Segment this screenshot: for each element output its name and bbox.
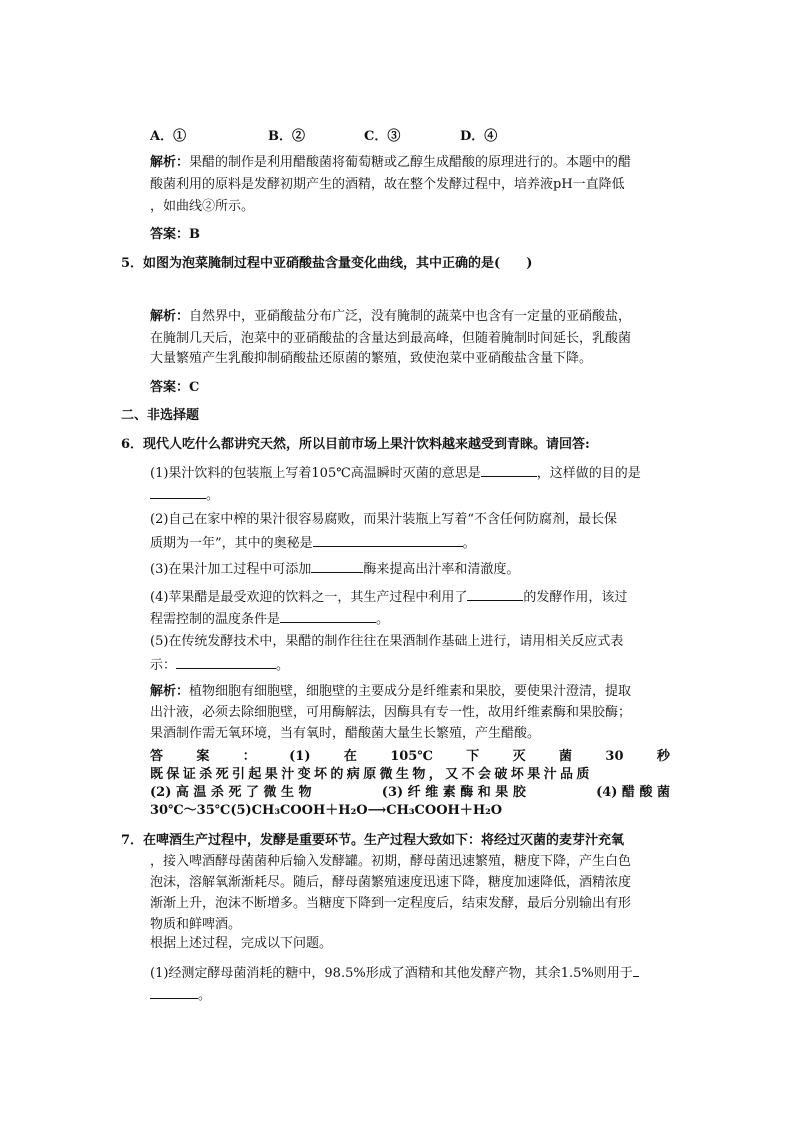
q5-analysis-line: 在腌制几天后，泡菜中的亚硝酸盐的含量达到最高峰，但随着腌制时间延长，乳酸菌 — [150, 331, 632, 346]
q6-analysis-line: 果酒制作需无氧环境，当有氧时，醋酸菌大量生长繁殖，产生醋酸。 — [150, 726, 541, 741]
q6-analysis-line: 出汁液，必须去除细胞壁，可用酶解法，因酶具有专一性，故用纤维素酶和果胶酶； — [150, 705, 632, 720]
q7-stem-line: 渐渐上升，泡沫不断增多。当糖度下降到一定程度后，结束发酵，最后分别输出有形 — [150, 896, 632, 911]
q6-part3: (3)在果汁加工过程中可添加 酶来提高出汁率和清澈度。 — [150, 562, 520, 577]
answer-blank[interactable] — [311, 560, 363, 573]
option-b: B．② — [268, 129, 305, 144]
answer-blank[interactable] — [313, 534, 463, 547]
analysis-label: 解析： — [150, 684, 190, 699]
answer-blank[interactable] — [481, 464, 537, 477]
answer-blank[interactable] — [176, 656, 276, 669]
q6-answer-line: 答 案 ： (1) 在 105℃ 下 灭 菌 30 秒 — [150, 749, 670, 764]
q6-part5-cont: 示： 。 — [150, 658, 290, 673]
q7-part1-cont: 。 — [150, 986, 211, 1004]
answer-blank[interactable] — [150, 986, 198, 999]
q6-part5: (5)在传统发酵技术中，果醋的制作往往在果酒制作基础上进行，请用相关反应式表 — [150, 634, 624, 649]
option-d: D．④ — [460, 129, 498, 144]
q4-answer: 答案：B — [150, 227, 200, 242]
q6-part1: (1)果汁饮料的包装瓶上写着105℃高温瞬时灭菌的意思是 ，这样做的目的是 — [150, 466, 641, 481]
option-a: A．① — [150, 129, 187, 144]
q7-stem-line: 泡沫，溶解氧渐渐耗尽。随后，酵母菌繁殖速度迅速下降，糖度加速降低，酒精浓度 — [150, 875, 632, 890]
answer-blank[interactable] — [633, 964, 639, 977]
answer-blank[interactable] — [467, 588, 523, 601]
q4-analysis-line: 酸菌利用的原料是发酵初期产生的酒精，故在整个发酵过程中，培养液pH一直降低 — [150, 177, 625, 192]
answer-blank[interactable] — [150, 486, 206, 499]
q6-part1-cont: 。 — [150, 486, 219, 504]
q5-answer: 答案：C — [150, 380, 200, 395]
q5-stem: 5．如图为泡菜腌制过程中亚硝酸盐含量变化曲线，其中正确的是( ) — [121, 256, 533, 271]
q6-answer-line: (2) 高 温 杀 死 了 微 生 物 (3) 纤 维 素 酶 和 果 胶 (4) 醋 酸 菌 — [150, 785, 670, 800]
q6-part4: (4)苹果醋是最受欢迎的饮料之一，其生产过程中利用了 的发酵作用，该过 — [150, 590, 628, 605]
q6-part2: (2)自己在家中榨的果汁很容易腐败，而果汁装瓶上写着“不含任何防腐剂，最长保 — [150, 512, 618, 527]
q7-stem: 7．在啤酒生产过程中，发酵是重要环节。生产过程大致如下：将经过灭菌的麦芽汁充氧 — [121, 833, 625, 848]
q5-analysis-line: 解析：自然界中，亚硝酸盐分布广泛，没有腌制的蔬菜中也含有一定量的亚硝酸盐， — [150, 309, 632, 324]
q6-stem: 6．现代人吃什么都讲究天然，所以目前市场上果汁饮料越来越受到青睐。请回答: — [121, 437, 590, 452]
q7-part1: (1)经测定酵母菌消耗的糖中，98.5%形成了酒精和其他发酵产物，其余1.5%则用于 — [150, 964, 639, 982]
q6-answer-line: 既保证杀死引起果汁变坏的病原微生物，又不会破坏果汁品质 — [150, 767, 593, 782]
answer-blank[interactable] — [280, 610, 376, 623]
q5-analysis-line: 大量繁殖产生乳酸抑制硝酸盐还原菌的繁殖，致使泡菜中亚硝酸盐含量下降。 — [150, 351, 593, 366]
section-heading: 二、非选择题 — [121, 408, 200, 423]
q7-stem-line: 物质和鲜啤酒。 — [150, 917, 242, 932]
option-c: C．③ — [364, 129, 401, 144]
analysis-label: 解析： — [150, 155, 190, 170]
q6-analysis-line: 解析：植物细胞有细胞壁，细胞壁的主要成分是纤维素和果胶，要使果汁澄清，提取 — [150, 684, 632, 699]
q7-intro: 根据上述过程，完成以下问题。 — [150, 936, 333, 951]
q4-analysis-line: 解析：果醋的制作是利用醋酸菌将葡萄糖或乙醇生成醋酸的原理进行的。本题中的醋 — [150, 155, 632, 170]
q6-part4-cont: 程需控制的温度条件是 。 — [150, 612, 390, 627]
analysis-label: 解析： — [150, 309, 190, 324]
q4-analysis-line: ，如曲线②所示。 — [150, 199, 255, 214]
q6-answer-line: 30℃～35℃(5)CH₃COOH＋H₂O⟶CH₃COOH＋H₂O — [150, 803, 503, 818]
q6-part2-cont: 质期为一年”，其中的奥秘是 。 — [150, 536, 476, 551]
q7-stem-line: ，接入啤酒酵母菌菌种后输入发酵罐。初期，酵母菌迅速繁殖，糖度下降，产生白色 — [150, 854, 632, 869]
